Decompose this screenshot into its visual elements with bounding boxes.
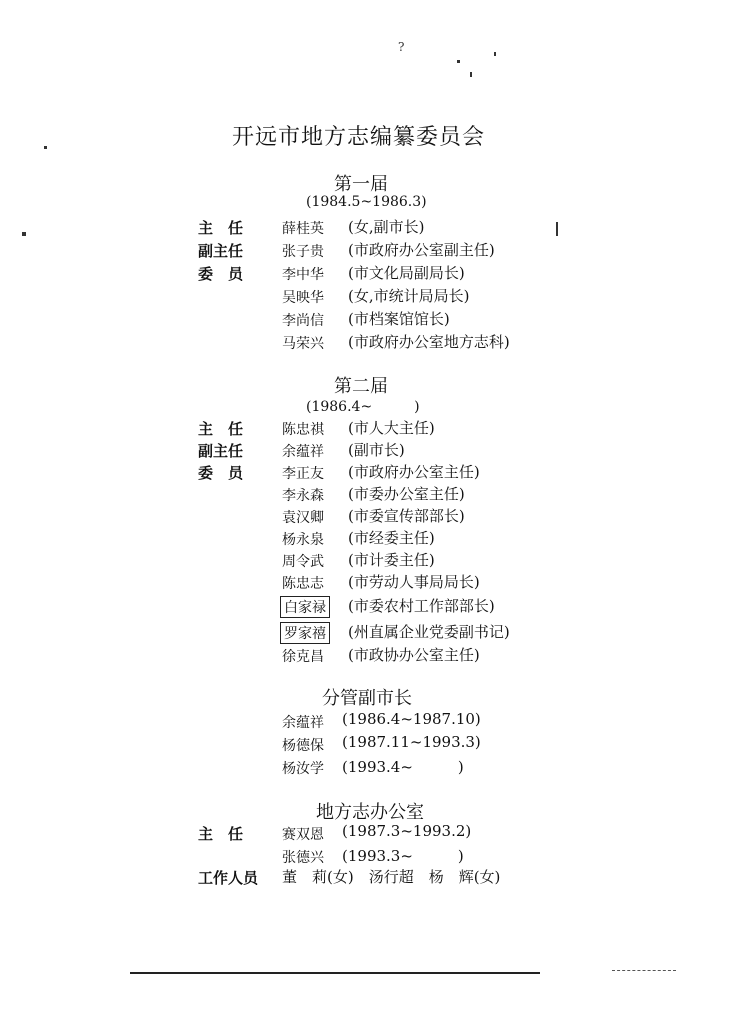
page-mark: ? — [398, 40, 405, 54]
role-label: 副主任 — [198, 442, 244, 460]
member-note: (市档案馆馆长) — [348, 310, 450, 328]
member-note: (市经委主任) — [348, 529, 435, 547]
member-name: 张子贵 — [282, 244, 324, 260]
member-name: 徐克昌 — [282, 649, 324, 665]
member-note: (市政协办公室主任) — [348, 646, 480, 664]
staff-names: 董 莉(女) 汤行超 杨 辉(女) — [282, 868, 501, 886]
page-title: 开远市地方志编纂委员会 — [232, 125, 486, 150]
member-note: (市劳动人事局局长) — [348, 573, 480, 591]
member-note: (女,市统计局局长) — [348, 287, 470, 305]
scan-speck — [22, 232, 26, 236]
term1-heading: 第一届 — [334, 174, 388, 195]
member-note: (副市长) — [348, 441, 405, 459]
bottom-rule-dashed — [612, 970, 676, 972]
scan-speck — [494, 52, 496, 56]
member-note: (市政府办公室主任) — [348, 463, 480, 481]
term1-period: (1984.5~1986.3) — [306, 194, 427, 210]
member-name: 陈忠祺 — [282, 422, 324, 438]
role-label: 主 任 — [198, 825, 244, 843]
vice-mayors-heading: 分管副市长 — [322, 688, 412, 709]
role-label: 委 员 — [198, 464, 244, 482]
member-name: 李永森 — [282, 488, 324, 504]
member-note: (市委农村工作部部长) — [348, 597, 495, 615]
member-name: 马荣兴 — [282, 336, 324, 352]
bottom-rule — [130, 972, 540, 974]
member-name: 杨德保 — [282, 738, 324, 754]
member-note: (市人大主任) — [348, 419, 435, 437]
member-name: 陈忠志 — [282, 576, 324, 592]
member-name: 李中华 — [282, 267, 324, 283]
member-note: (市政府办公室副主任) — [348, 241, 495, 259]
member-name: 张德兴 — [282, 850, 324, 866]
scan-speck — [470, 72, 472, 77]
scan-speck — [457, 60, 460, 63]
member-name-boxed: 白家禄 — [280, 596, 330, 618]
member-name: 袁汉卿 — [282, 510, 324, 526]
member-name: 周令武 — [282, 554, 324, 570]
member-note: (女,副市长) — [348, 218, 425, 236]
member-note: (1993.3~ ) — [342, 847, 464, 865]
member-name: 薛桂英 — [282, 221, 324, 237]
member-name: 余蕴祥 — [282, 715, 324, 731]
member-note: (1993.4~ ) — [342, 758, 464, 776]
member-name: 李正友 — [282, 466, 324, 482]
member-note: (1987.3~1993.2) — [342, 822, 472, 840]
role-label: 主 任 — [198, 219, 244, 237]
role-label: 委 员 — [198, 265, 244, 283]
office-heading: 地方志办公室 — [316, 802, 424, 823]
member-name: 余蕴祥 — [282, 444, 324, 460]
scan-speck — [44, 146, 47, 149]
member-note: (市委宣传部部长) — [348, 507, 465, 525]
member-note: (1987.11~1993.3) — [342, 733, 481, 751]
term2-period: (1986.4~ ) — [306, 399, 420, 415]
scan-speck — [556, 222, 558, 236]
member-name: 杨永泉 — [282, 532, 324, 548]
role-label: 主 任 — [198, 420, 244, 438]
staff-label: 工作人员 — [198, 869, 259, 887]
member-name: 赛双恩 — [282, 827, 324, 843]
member-note: (市政府办公室地方志科) — [348, 333, 510, 351]
member-note: (市委办公室主任) — [348, 485, 465, 503]
member-note: (1986.4~1987.10) — [342, 710, 481, 728]
member-note: (市文化局副局长) — [348, 264, 465, 282]
member-name-boxed: 罗家禧 — [280, 622, 330, 644]
term2-heading: 第二届 — [334, 376, 388, 397]
corner-watermark — [4, 0, 64, 25]
member-name: 杨汝学 — [282, 761, 324, 777]
role-label: 副主任 — [198, 242, 244, 260]
member-note: (州直属企业党委副书记) — [348, 623, 510, 641]
member-name: 吴映华 — [282, 290, 324, 306]
member-name: 李尚信 — [282, 313, 324, 329]
member-note: (市计委主任) — [348, 551, 435, 569]
